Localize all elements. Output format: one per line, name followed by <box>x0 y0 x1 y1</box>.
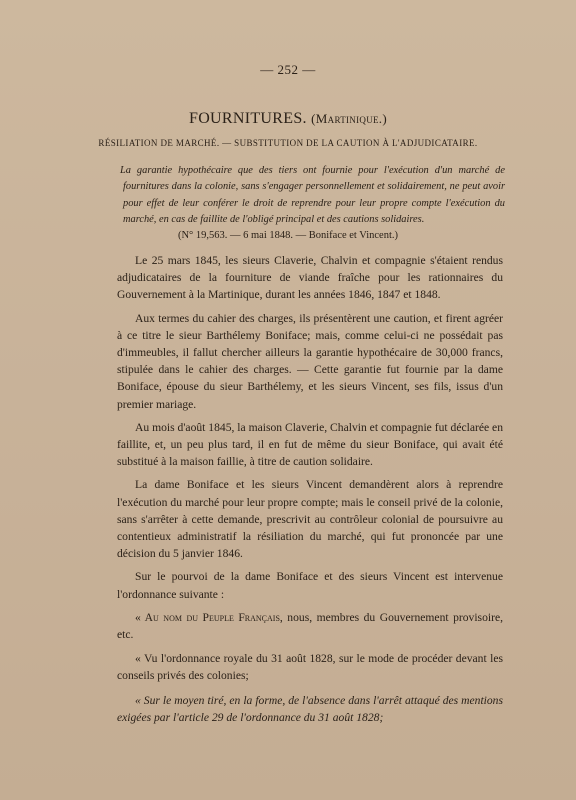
case-reference: (N° 19,563. — 6 mai 1848. — Boniface et Vincent.) <box>177 230 399 241</box>
page-number: — 252 — <box>260 62 316 77</box>
quote-text: nous, membres du Gouvernement provisoire, etc. <box>117 610 503 642</box>
paragraph: Au mois d'août 1845, la maison Claverie, Chalvin et compagnie fut déclarée en faillite, et, un peu plus tard, il en fut de même du sieur Boniface, qui avait été substitué à la maison faillie, à titre de caution solidaire. <box>117 420 503 469</box>
quote-paragraph: « Vu l'ordonnance royale du 31 août 1828, sur le mode de procéder devant les conseils privés des colonies; <box>117 652 503 683</box>
section-title <box>0 110 576 128</box>
body-text <box>117 252 503 733</box>
quote-paragraph <box>117 609 503 643</box>
section-subtitle: RÉSILIATION DE MARCHÉ. — SUBSTITUTION DE LA CAUTION À L'ADJUDICATAIRE. <box>98 138 478 148</box>
quote-paragraph: « Sur le moyen tiré, en la forme, de l'absence dans l'arrêt attaqué des mentions exigées par l'article 29 de l'ordonnance du 31 août 1828; <box>117 693 503 724</box>
summary-text: La garantie hypothécaire que des tiers ont fournie pour l'exécution d'un marché de fournitures dans la colonie, sans s'engager personnellement et solidairement, ne peut avoir pour effet de leur conférer le droit de reprendre pour leur propre compte l'exécution du marché, en cas de faillite de l'obligé principal et des cautions solidaires. <box>120 165 505 226</box>
title-text: FOURNITURES. <box>189 110 307 127</box>
paragraph: La dame Boniface et les sieurs Vincent demandèrent alors à reprendre l'exécution du marché pour leur propre compte; mais le conseil privé de la colonie, sans s'arrêter à cette demande, prescrivit au contrôleur colonial de poursuivre au contentieux administratif la résiliation du marché, qui fut prononcée par une décision du 5 janvier 1846. <box>117 478 503 561</box>
summary-abstract <box>120 163 505 229</box>
paragraph: Aux termes du cahier des charges, ils présentèrent une caution, et firent agréer à ce titre le sieur Barthélemy Boniface; mais, comme celui-ci ne possédait pas d'immeubles, il fallut chercher ailleurs la garantie hypothécaire de 30,000 francs, stipulée dans le cahier des charges. — Cette garantie fut fournie par la dame Boniface, épouse du sieur Barthélemy, et les sieurs Vincent, ses fils, issus d'un premier mariage. <box>117 311 503 411</box>
title-region: (Martinique.) <box>311 111 387 126</box>
paragraph: Sur le pourvoi de la dame Boniface et des sieurs Vincent est intervenue l'ordonnance suivante : <box>117 570 503 601</box>
paragraph: Le 25 mars 1845, les sieurs Claverie, Chalvin et compagnie s'étaient rendus adjudicataires de la fourniture de viande fraîche pour les rationnaires du Gouvernement à la Martinique, durant les années 1846, 1847 et 1848. <box>117 254 503 302</box>
quote-prefix: « Au nom du Peuple Français, <box>135 610 283 624</box>
